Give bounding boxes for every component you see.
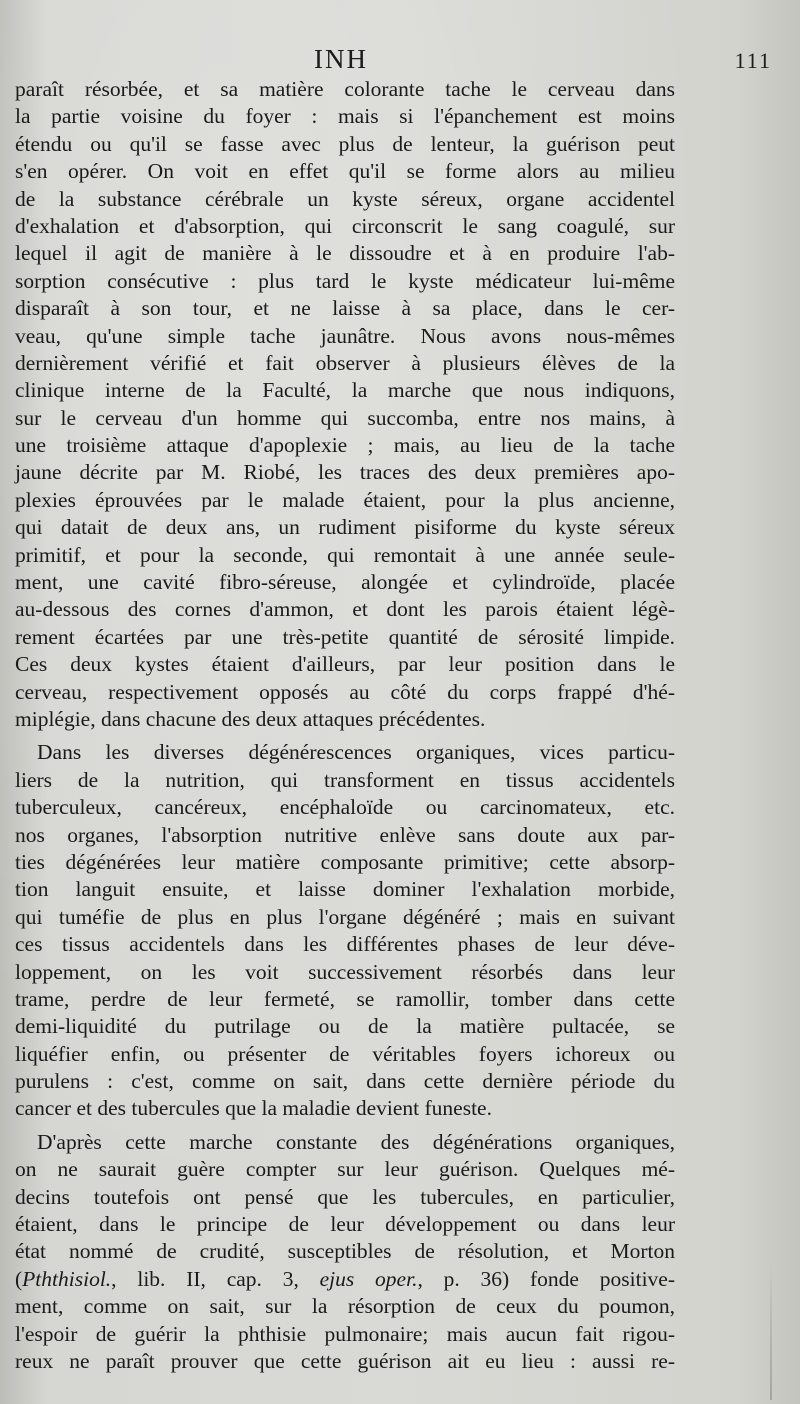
text-line: qui datait de deux ans, un rudiment pisiforme du kyste séreux [15,515,675,540]
text-line: Dans les diverses dégénérescences organiques, vices particu- [37,740,675,765]
text-line: jaune décrite par M. Riobé, les traces des deux premières apo- [15,460,675,485]
text-line: la partie voisine du foyer : mais si l'épanchement est moins [15,104,675,129]
text-line: tuberculeux, cancéreux, encéphaloïde ou carcinomateux, etc. [15,795,675,820]
text-line: lequel il agit de manière à le dissoudre et à en produire l'ab- [15,241,675,266]
text-line: liquéfier enfin, ou présenter de véritables foyers ichoreux ou [15,1041,675,1066]
text-line: on ne saurait guère compter sur leur guérison. Quelques mé- [15,1157,675,1182]
text-line: dernièrement vérifié et fait observer à plusieurs élèves de la [15,350,675,375]
text-line: ces tissus accidentels dans les différentes phases de leur déve- [15,932,675,957]
text-line: decins toutefois ont pensé que les tubercules, en particulier, [15,1184,675,1209]
text-line: ties dégénérées leur matière composante primitive; cette absorp- [15,849,675,874]
text-line: cancer et des tubercules que la maladie devient funeste. [15,1096,492,1121]
text-line: étaient, dans le principe de leur développement ou dans leur [15,1212,675,1237]
text-line: ment, une cavité fibro-séreuse, alongée et cylindroïde, placée [15,570,675,595]
paragraph [15,739,675,1122]
page-number: 111 [734,48,772,73]
body-text [15,76,675,1375]
text-line: purulens : c'est, comme on sait, dans cette dernière période du [15,1069,675,1094]
text-line: ment, comme on sait, sur la résorption de ceux du poumon, [15,1294,675,1319]
text-line: liers de la nutrition, qui transforment en tissus accidentels [15,767,675,792]
text-line: disparaît à son tour, et ne laisse à sa place, dans le cer- [15,296,675,321]
text-line: l'espoir de guérir la phthisie pulmonaire; mais aucun fait rigou- [15,1321,675,1346]
text-line: sur le cerveau d'un homme qui succomba, entre nos mains, à [15,405,675,430]
text-line: état nommé de crudité, susceptibles de résolution, et Morton [15,1239,675,1264]
text-line: (Pththisiol., lib. II, cap. 3, ejus oper., p. 36) fonde positive- [15,1266,675,1291]
paragraph [15,1129,675,1376]
text-line: sorption consécutive : plus tard le kyste médicateur lui-même [15,268,675,293]
text-line: primitif, et pour la seconde, qui remontait à une année seule- [15,542,675,567]
text-line: de la substance cérébrale un kyste séreux, organe accidentel [15,186,675,211]
text-line: plexies éprouvées par le malade étaient, pour la plus ancienne, [15,487,675,512]
text-line: veau, qu'une simple tache jaunâtre. Nous avons nous-mêmes [15,323,675,348]
paragraph [15,76,675,733]
text-line: étendu ou qu'il se fasse avec plus de lenteur, la guérison peut [15,131,675,156]
text-line: Ces deux kystes étaient d'ailleurs, par leur position dans le [15,652,675,677]
page-crease-shadow [770,1260,772,1400]
text-line: miplégie, dans chacune des deux attaques précédentes. [15,706,486,731]
text-line: demi-liquidité du putrilage ou de la matière pultacée, se [15,1014,675,1039]
text-line: clinique interne de la Faculté, la marche que nous indiquons, [15,378,675,403]
text-line: D'après cette marche constante des dégénérations organiques, [37,1129,675,1154]
text-line: paraît résorbée, et sa matière colorante tache le cerveau dans [15,77,675,101]
text-line: rement écartées par une très-petite quantité de sérosité limpide. [15,624,675,649]
text-line: loppement, on les voit successivement résorbés dans leur [15,959,675,984]
running-head: INH [314,44,368,74]
text-line: cerveau, respectivement opposés au côté du corps frappé d'hé- [15,679,675,704]
text-line: reux ne paraît prouver que cette guérison ait eu lieu : aussi re- [15,1348,675,1373]
text-line: s'en opérer. On voit en effet qu'il se forme alors au milieu [15,159,675,184]
text-line: qui tuméfie de plus en plus l'organe dégénéré ; mais en suivant [15,904,675,929]
text-line: d'exhalation et d'absorption, qui circonscrit le sang coagulé, sur [15,213,675,238]
text-line: au-dessous des cornes d'ammon, et dont les parois étaient légè- [15,597,675,622]
text-line: trame, perdre de leur fermeté, se ramollir, tomber dans cette [15,986,675,1011]
text-line: nos organes, l'absorption nutritive enlève sans doute aux par- [15,822,675,847]
text-line: tion languit ensuite, et laisse dominer l'exhalation morbide, [15,877,675,902]
text-line: une troisième attaque d'apoplexie ; mais, au lieu de la tache [15,433,675,458]
